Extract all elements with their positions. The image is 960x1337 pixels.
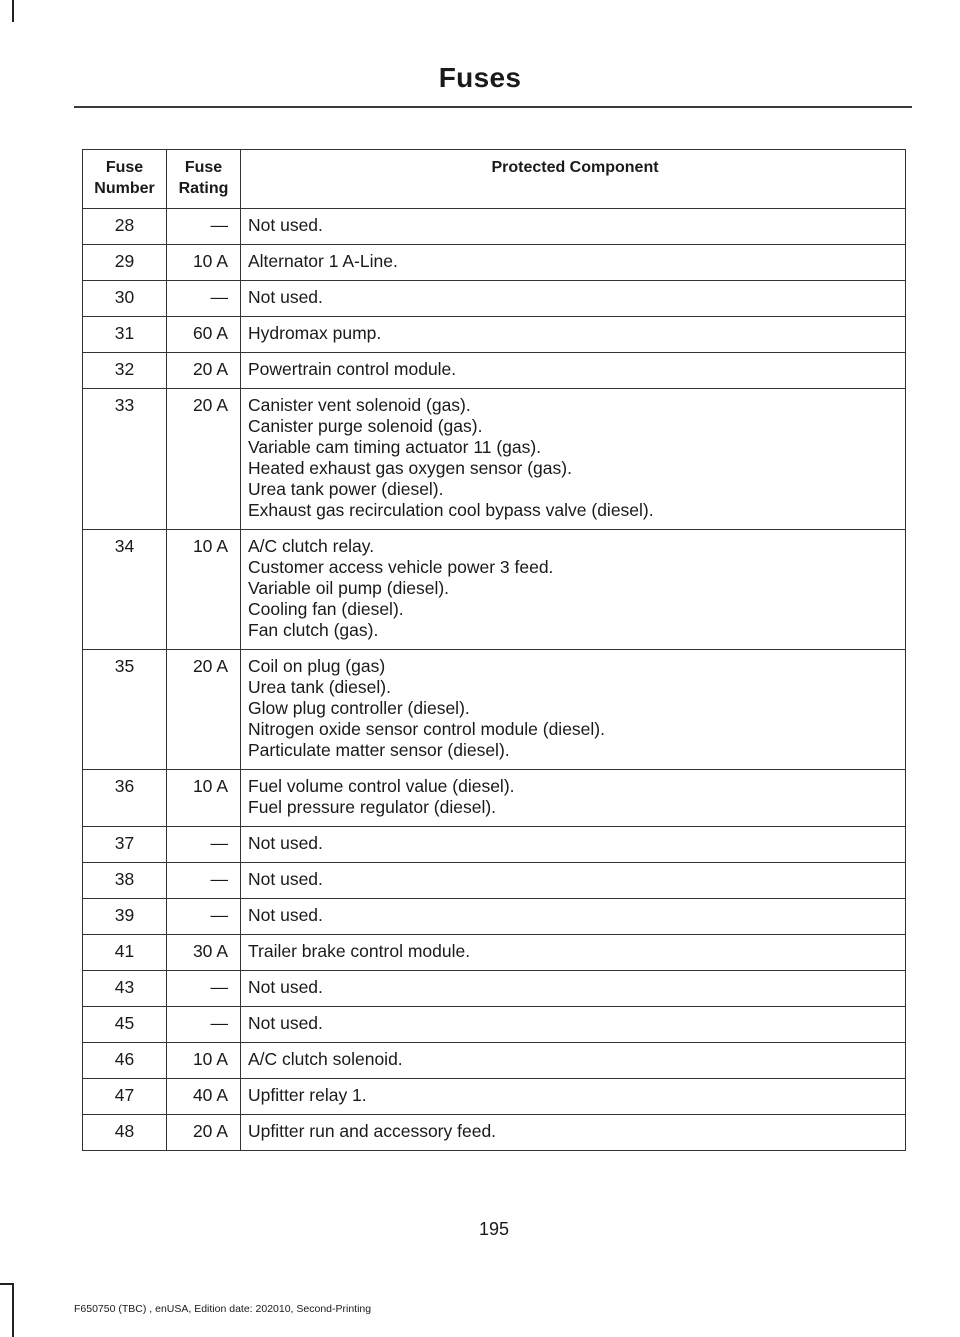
protected-component xyxy=(241,353,906,389)
fuse-rating: 20 A xyxy=(167,1115,241,1151)
protected-component xyxy=(241,317,906,353)
fuse-number: 31 xyxy=(83,317,167,353)
fuse-table-body xyxy=(83,209,906,1151)
component-line: Powertrain control module. xyxy=(248,359,457,379)
component-line: Upfitter relay 1. xyxy=(248,1085,367,1105)
fuse-rating: 10 A xyxy=(167,770,241,827)
header-fuse-rating-line-2: Rating xyxy=(178,180,229,197)
fuse-rating: 10 A xyxy=(167,530,241,650)
component-line: Hydromax pump. xyxy=(248,323,382,343)
table-row xyxy=(83,650,906,770)
header-fuse-number-line-2: Number xyxy=(94,180,155,197)
component-line: Not used. xyxy=(248,1013,323,1033)
component-line: Cooling fan (diesel). xyxy=(248,599,404,619)
fuse-rating: 30 A xyxy=(167,935,241,971)
fuse-number: 48 xyxy=(83,1115,167,1151)
component-line: Urea tank power (diesel). xyxy=(248,479,444,499)
protected-component xyxy=(241,1115,906,1151)
table-row xyxy=(83,245,906,281)
protected-component xyxy=(241,1079,906,1115)
component-line: A/C clutch solenoid. xyxy=(248,1049,403,1069)
table-row xyxy=(83,863,906,899)
component-line: Fan clutch (gas). xyxy=(248,620,379,640)
table-row xyxy=(83,389,906,530)
page-title: Fuses xyxy=(438,62,522,93)
protected-component xyxy=(241,935,906,971)
component-line: Canister purge solenoid (gas). xyxy=(248,416,483,436)
fuse-number: 43 xyxy=(83,971,167,1007)
component-line: Not used. xyxy=(248,869,323,889)
component-line: Particulate matter sensor (diesel). xyxy=(248,740,510,760)
protected-component xyxy=(241,1043,906,1079)
fuse-rating: 60 A xyxy=(167,317,241,353)
fuse-rating: 20 A xyxy=(167,650,241,770)
component-line: Nitrogen oxide sensor control module (diesel). xyxy=(248,719,605,739)
component-line: Upfitter run and accessory feed. xyxy=(248,1121,497,1141)
footer-edition: F650750 (TBC) , enUSA, Edition date: 202010, Second-Printing xyxy=(74,1303,372,1315)
fuse-number: 47 xyxy=(83,1079,167,1115)
table-row xyxy=(83,1115,906,1151)
component-line: Exhaust gas recirculation cool bypass valve (diesel). xyxy=(248,500,654,520)
header-fuse-rating xyxy=(167,150,241,209)
component-line: Variable oil pump (diesel). xyxy=(248,578,450,598)
protected-component xyxy=(241,827,906,863)
fuse-number: 38 xyxy=(83,863,167,899)
fuse-number: 45 xyxy=(83,1007,167,1043)
fuse-rating: 20 A xyxy=(167,389,241,530)
component-line: Not used. xyxy=(248,287,323,307)
component-line: Variable cam timing actuator 11 (gas). xyxy=(248,437,542,457)
fuse-rating: — xyxy=(167,281,241,317)
component-line: Not used. xyxy=(248,977,323,997)
fuse-number: 35 xyxy=(83,650,167,770)
protected-component xyxy=(241,209,906,245)
fuse-rating: — xyxy=(167,827,241,863)
protected-component xyxy=(241,971,906,1007)
table-row xyxy=(83,530,906,650)
protected-component xyxy=(241,1007,906,1043)
page-number: 195 xyxy=(478,1219,510,1239)
crop-mark-bottom-left-h xyxy=(0,1283,12,1285)
fuse-number: 32 xyxy=(83,353,167,389)
component-line: Glow plug controller (diesel). xyxy=(248,698,470,718)
fuse-rating: — xyxy=(167,899,241,935)
component-line: Not used. xyxy=(248,833,323,853)
component-line: Trailer brake control module. xyxy=(248,941,471,961)
component-line: Fuel volume control value (diesel). xyxy=(248,776,515,796)
table-row xyxy=(83,1007,906,1043)
fuse-number: 37 xyxy=(83,827,167,863)
header-fuse-rating-line-1: Fuse xyxy=(184,159,223,176)
table-row xyxy=(83,827,906,863)
fuse-number: 28 xyxy=(83,209,167,245)
fuse-number: 41 xyxy=(83,935,167,971)
fuse-number: 36 xyxy=(83,770,167,827)
protected-component xyxy=(241,281,906,317)
fuse-number: 34 xyxy=(83,530,167,650)
table-row xyxy=(83,770,906,827)
table-row xyxy=(83,1043,906,1079)
fuse-rating: 40 A xyxy=(167,1079,241,1115)
component-line: Urea tank (diesel). xyxy=(248,677,391,697)
protected-component xyxy=(241,770,906,827)
table-row xyxy=(83,935,906,971)
fuse-rating: 10 A xyxy=(167,1043,241,1079)
table-row xyxy=(83,209,906,245)
fuse-number: 30 xyxy=(83,281,167,317)
component-line: Coil on plug (gas) xyxy=(248,656,386,676)
fuse-rating: — xyxy=(167,863,241,899)
table-row xyxy=(83,1079,906,1115)
table-row xyxy=(83,281,906,317)
protected-component xyxy=(241,245,906,281)
protected-component xyxy=(241,530,906,650)
component-line: Fuel pressure regulator (diesel). xyxy=(248,797,497,817)
protected-component xyxy=(241,650,906,770)
table-row xyxy=(83,353,906,389)
crop-mark-bottom-left xyxy=(12,1283,14,1337)
fuse-rating: 10 A xyxy=(167,245,241,281)
header-fuse-number xyxy=(83,150,167,209)
protected-component xyxy=(241,389,906,530)
fuse-rating: 20 A xyxy=(167,353,241,389)
title-rule xyxy=(74,106,912,108)
component-line: Not used. xyxy=(248,215,323,235)
table-row xyxy=(83,971,906,1007)
component-line: Alternator 1 A-Line. xyxy=(248,251,398,271)
table-header-row xyxy=(83,150,906,209)
table-row xyxy=(83,317,906,353)
protected-component xyxy=(241,863,906,899)
fuse-table xyxy=(82,149,906,1151)
crop-mark-top-left xyxy=(12,0,14,22)
fuse-number: 33 xyxy=(83,389,167,530)
table-row xyxy=(83,899,906,935)
component-line: Not used. xyxy=(248,905,323,925)
component-line: A/C clutch relay. xyxy=(248,536,375,556)
header-fuse-number-line-1: Fuse xyxy=(105,159,144,176)
fuse-rating: — xyxy=(167,209,241,245)
protected-component xyxy=(241,899,906,935)
component-line: Canister vent solenoid (gas). xyxy=(248,395,471,415)
component-line: Heated exhaust gas oxygen sensor (gas). xyxy=(248,458,572,478)
fuse-number: 46 xyxy=(83,1043,167,1079)
header-protected-component: Protected Component xyxy=(241,150,906,209)
fuse-rating: — xyxy=(167,971,241,1007)
fuse-number: 29 xyxy=(83,245,167,281)
fuse-number: 39 xyxy=(83,899,167,935)
fuse-rating: — xyxy=(167,1007,241,1043)
component-line: Customer access vehicle power 3 feed. xyxy=(248,557,554,577)
